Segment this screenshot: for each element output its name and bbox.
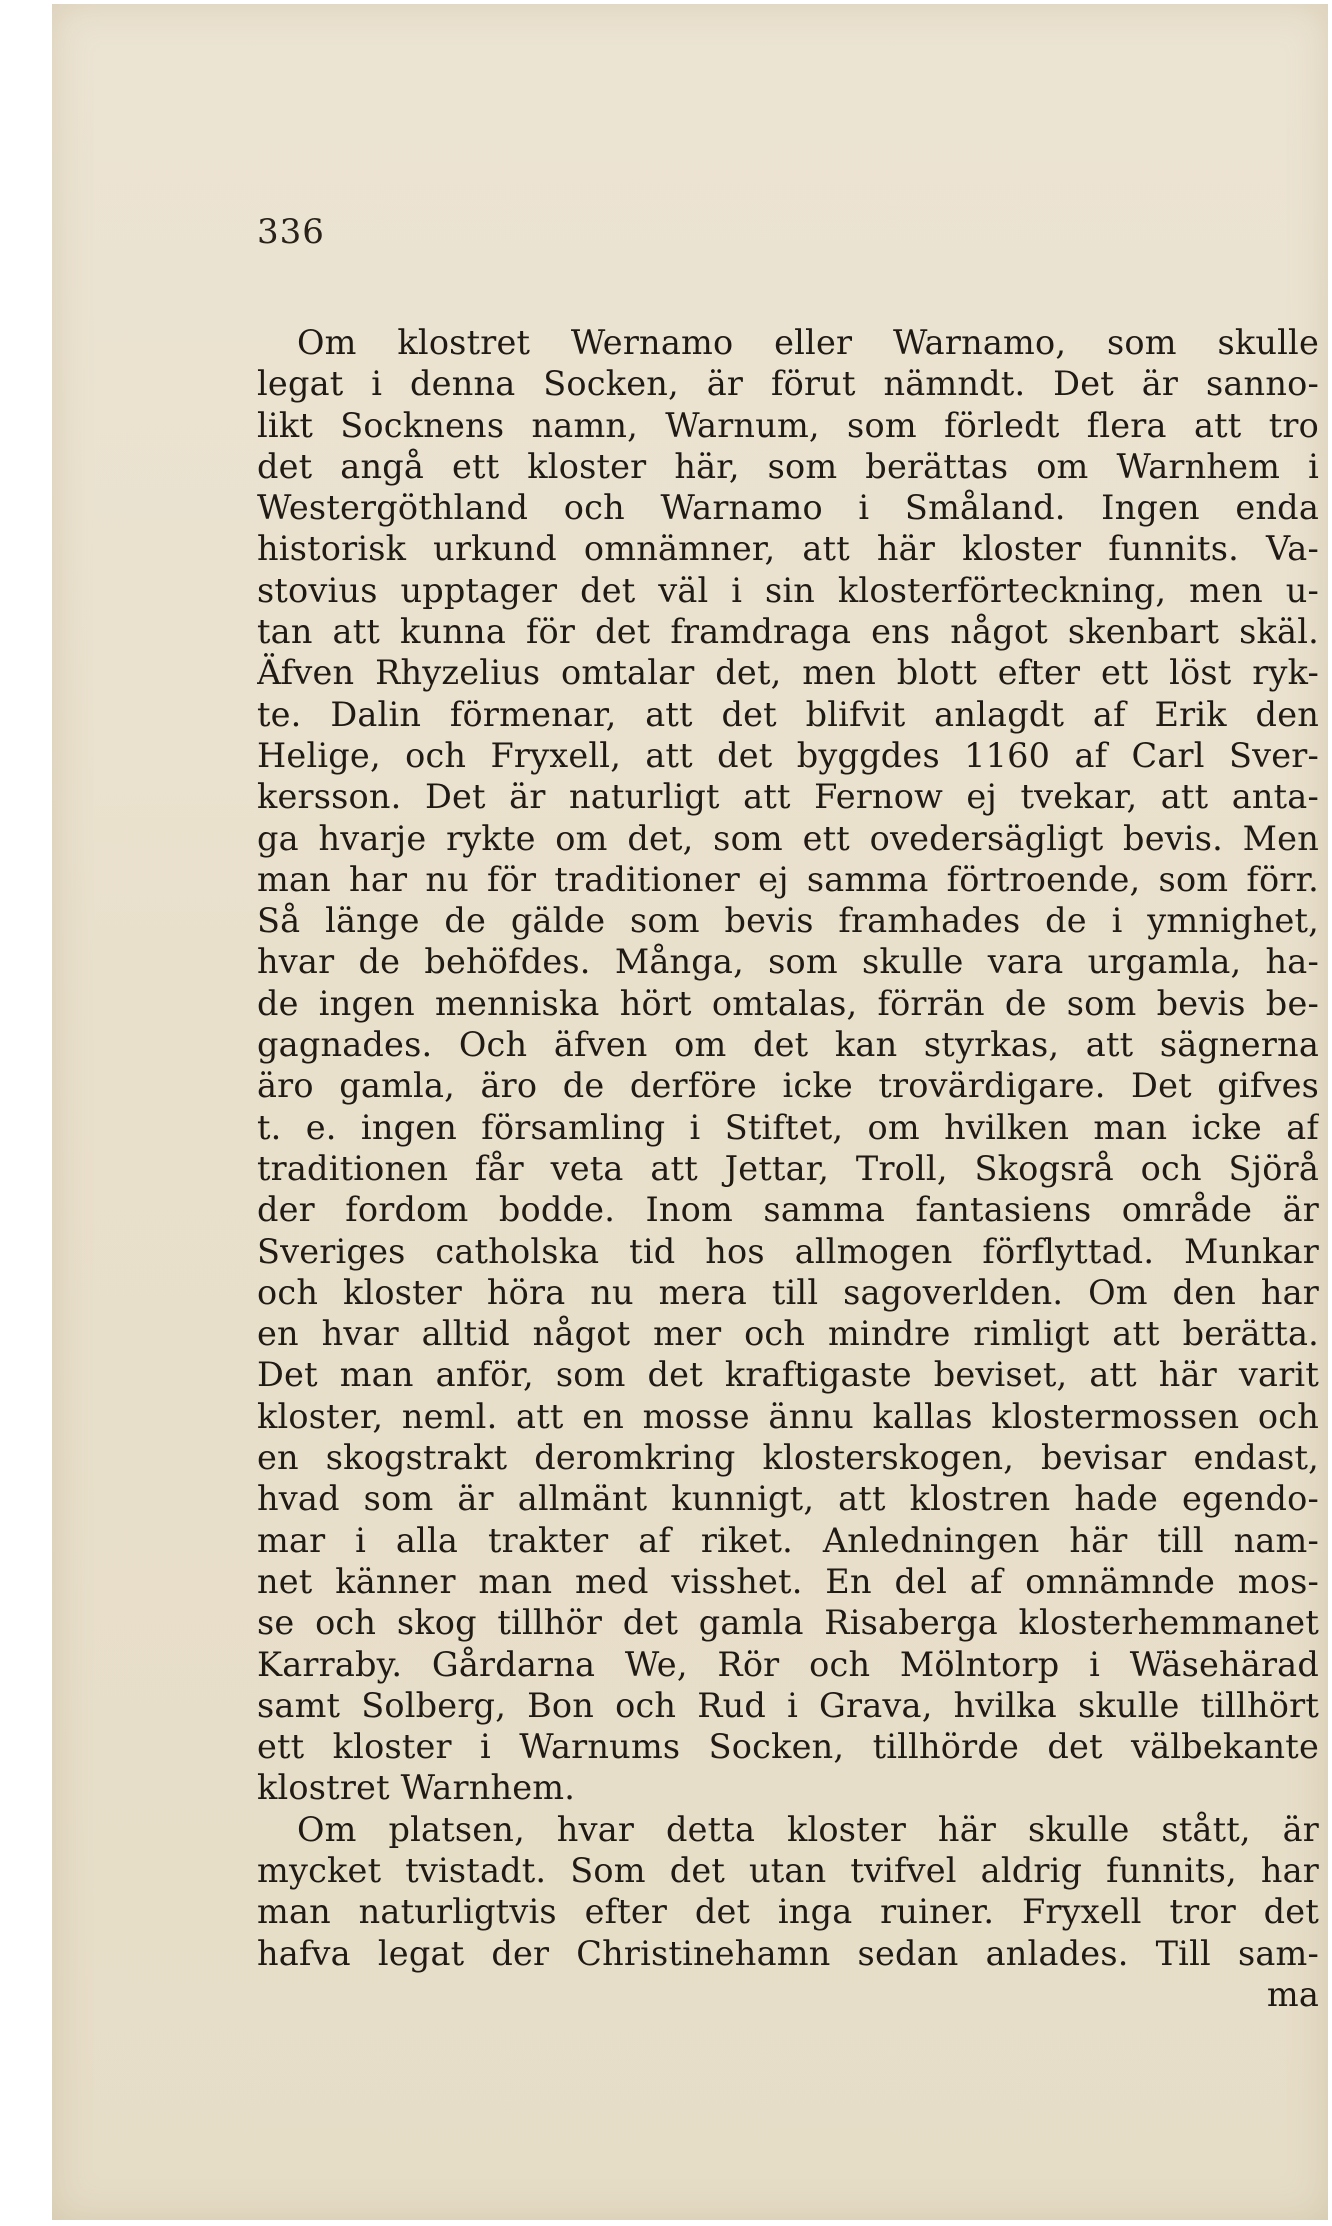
text-line: tan att kunna för det framdraga ens något skenbart skäl. xyxy=(257,612,1319,652)
page-number: 336 xyxy=(257,212,325,252)
text-line: Helige, och Fryxell, att det byggdes 1160 af Carl Sver- xyxy=(257,735,1319,775)
text-line: mar i alla trakter af riket. Anledningen här till nam- xyxy=(257,1520,1319,1560)
text-line: te. Dalin förmenar, att det blifvit anlagdt af Erik den xyxy=(257,694,1319,734)
text-line: stovius upptager det väl i sin klosterförteckning, men u- xyxy=(257,570,1319,610)
text-line: äro gamla, äro de derföre icke trovärdigare. Det gifves xyxy=(257,1066,1319,1106)
text-line: Karraby. Gårdarna We, Rör och Mölntorp i Wäsehärad xyxy=(257,1644,1319,1684)
text-line: man har nu för traditioner ej samma förtroende, som förr. xyxy=(257,859,1319,899)
text-line: Så länge de gälde som bevis framhades de i ymnighet, xyxy=(257,901,1319,941)
text-line: en skogstrakt deromkring klosterskogen, bevisar endast, xyxy=(257,1438,1319,1478)
text-line: Det man anför, som det kraftigaste beviset, att här varit xyxy=(257,1355,1319,1395)
text-line: historisk urkund omnämner, att här kloster funnits. Va- xyxy=(257,529,1319,569)
text-line: ma xyxy=(1266,1974,1319,2014)
text-line: hvad som är allmänt kunnigt, att klostren hade egendo- xyxy=(257,1479,1319,1519)
text-line: hvar de behöfdes. Många, som skulle vara urgamla, ha- xyxy=(257,942,1319,982)
text-line: Äfven Rhyzelius omtalar det, men blott efter ett löst ryk- xyxy=(257,653,1319,693)
text-line: se och skog tillhör det gamla Risaberga klosterhemmanet xyxy=(257,1603,1319,1643)
text-line: samt Solberg, Bon och Rud i Grava, hvilka skulle tillhört xyxy=(257,1685,1319,1725)
text-line: det angå ett kloster här, som berättas om Warnhem i xyxy=(257,446,1319,486)
text-line: ett kloster i Warnums Socken, tillhörde det välbekante xyxy=(257,1727,1319,1767)
text-line: de ingen menniska hört omtalas, förrän de som bevis be- xyxy=(257,983,1319,1023)
text-line: gagnades. Och äfven om det kan styrkas, att sägnerna xyxy=(257,1025,1319,1065)
text-line: ga hvarje rykte om det, som ett ovedersägligt bevis. Men xyxy=(257,818,1319,858)
text-line: legat i denna Socken, är förut nämndt. Det är sanno- xyxy=(257,364,1319,404)
text-line: kersson. Det är naturligt att Fernow ej tvekar, att anta- xyxy=(257,777,1319,817)
text-line: och kloster höra nu mera till sagoverlden. Om den har xyxy=(257,1272,1319,1312)
text-line: likt Socknens namn, Warnum, som förledt flera att tro xyxy=(257,405,1319,445)
body-text xyxy=(257,322,1319,2015)
text-line: mycket tvistadt. Som det utan tvifvel aldrig funnits, har xyxy=(257,1850,1319,1890)
text-line: Westergöthland och Warnamo i Småland. Ingen enda xyxy=(257,488,1319,528)
text-line: kloster, neml. att en mosse ännu kallas klostermossen och xyxy=(257,1396,1319,1436)
text-line: t. e. ingen församling i Stiftet, om hvilken man icke af xyxy=(257,1107,1319,1147)
text-line: Om platsen, hvar detta kloster här skulle stått, är xyxy=(297,1809,1319,1849)
text-line: Sveriges catholska tid hos allmogen förflyttad. Munkar xyxy=(257,1231,1319,1271)
text-line: man naturligtvis efter det inga ruiner. Fryxell tror det xyxy=(257,1892,1319,1932)
text-line: hafva legat der Christinehamn sedan anlades. Till sam- xyxy=(257,1933,1319,1973)
text-line: traditionen får veta att Jettar, Troll, Skogsrå och Sjörå xyxy=(257,1148,1319,1188)
text-line: en hvar alltid något mer och mindre rimligt att berätta. xyxy=(257,1314,1319,1354)
text-line: der fordom bodde. Inom samma fantasiens område är xyxy=(257,1190,1319,1230)
text-line: klostret Warnhem. xyxy=(257,1768,576,1808)
text-line: net känner man med visshet. En del af omnämnde mos- xyxy=(257,1561,1319,1601)
text-line: Om klostret Wernamo eller Warnamo, som skulle xyxy=(297,323,1319,362)
book-page xyxy=(52,4,1328,2220)
